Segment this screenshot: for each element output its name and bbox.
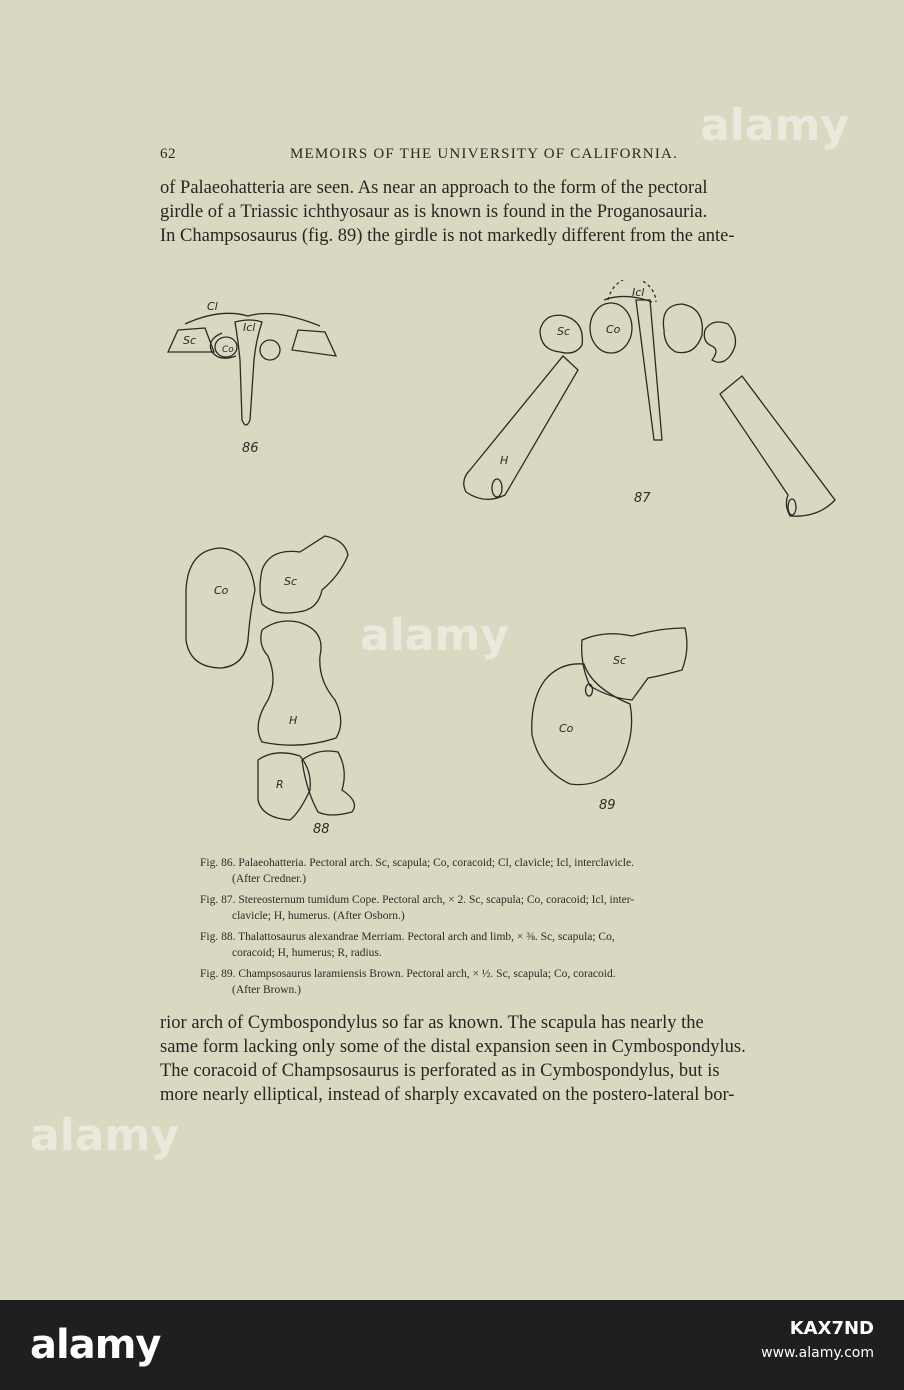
fig88-label-r: R xyxy=(276,778,284,791)
text-line: more nearly elliptical, instead of sharply excavated on the postero-lateral bor- xyxy=(160,1085,735,1105)
fig89-coracoid-foramen xyxy=(586,684,593,696)
caption-line: Fig. 86. Palaeohatteria. Pectoral arch. Sc, scapula; Co, coracoid; Cl, clavicle; Icl, interclavicle. xyxy=(200,857,634,869)
fig88-label-co: Co xyxy=(214,584,229,597)
fig87-humerus-right xyxy=(720,376,835,516)
text-line: girdle of a Triassic ichthyosaur as is known is found in the Proganosauria. xyxy=(160,202,708,222)
fig87-humerus-condyle-right xyxy=(788,499,796,515)
fig89-label-co: Co xyxy=(559,722,574,735)
caption-line: clavicle; H, humerus. (After Osborn.) xyxy=(232,910,405,922)
fig88-scapula xyxy=(260,536,348,613)
fig86-label-sc: Sc xyxy=(183,334,197,347)
figure-plate xyxy=(0,280,904,850)
figure-87 xyxy=(464,280,835,516)
watermark-text: alamy xyxy=(700,100,849,151)
fig87-interclavicle-top xyxy=(604,296,652,302)
running-title: MEMOIRS OF THE UNIVERSITY OF CALIFORNIA. xyxy=(290,146,679,162)
paragraph-top xyxy=(160,176,835,248)
fig86-coracoid-right xyxy=(260,340,280,360)
caption-fig86 xyxy=(200,855,830,887)
fig88-number: 88 xyxy=(313,822,330,837)
fig86-number: 86 xyxy=(242,441,259,456)
fig86-interclavicle xyxy=(235,320,262,425)
fig87-label-icl: Icl xyxy=(632,286,645,299)
caption-line: Fig. 89. Champsosaurus laramiensis Brown. Pectoral arch, × ½. Sc, scapula; Co, coracoid. xyxy=(200,968,616,980)
figure-88 xyxy=(186,536,354,820)
caption-fig89 xyxy=(200,966,830,998)
fig87-label-co: Co xyxy=(606,323,621,336)
site-url: www.alamy.com xyxy=(761,1345,874,1361)
fig87-humerus-left xyxy=(464,356,578,499)
image-id: KAX7ND xyxy=(789,1318,874,1339)
fig88-coracoid xyxy=(186,548,255,668)
fig87-scapula-right xyxy=(704,322,735,362)
caption-line: Fig. 88. Thalattosaurus alexandrae Merriam. Pectoral arch and limb, × ⅜. Sc, scapula; Co, xyxy=(200,931,615,943)
fig86-label-cl: Cl xyxy=(207,300,218,313)
fig88-label-h: H xyxy=(289,714,298,727)
fig87-label-h: H xyxy=(500,454,509,467)
text-line: The coracoid of Champsosaurus is perforated as in Cymbospondylus, but is xyxy=(160,1061,720,1081)
fig87-interclavicle xyxy=(636,300,662,440)
caption-line: coracoid; H, humerus; R, radius. xyxy=(232,947,382,959)
caption-line: (After Brown.) xyxy=(232,984,301,996)
fig87-coracoid-right xyxy=(663,304,702,353)
fig89-label-sc: Sc xyxy=(613,654,627,667)
fig89-coracoid xyxy=(532,664,632,785)
fig87-humerus-condyle xyxy=(492,479,502,497)
text-line: rior arch of Cymbospondylus so far as known. The scapula has nearly the xyxy=(160,1013,704,1033)
fig86-label-co: Co xyxy=(222,345,234,355)
fig86-scapula-right xyxy=(292,330,336,356)
caption-line: Fig. 87. Stereosternum tumidum Cope. Pectoral arch, × 2. Sc, scapula; Co, coracoid; Icl, inter- xyxy=(200,894,635,906)
page-number: 62 xyxy=(160,146,176,162)
watermark-text: alamy xyxy=(30,1110,179,1161)
fig89-scapula xyxy=(582,628,687,700)
figure-captions xyxy=(200,855,830,1003)
fig86-label-icl: Icl xyxy=(243,321,256,334)
fig88-humerus xyxy=(258,621,341,745)
text-line: of Palaeohatteria are seen. As near an approach to the form of the pectoral xyxy=(160,178,708,198)
fig88-label-sc: Sc xyxy=(284,575,298,588)
watermark-text: alamy xyxy=(360,610,509,661)
caption-fig87 xyxy=(200,892,830,924)
fig87-number: 87 xyxy=(634,491,651,506)
fig89-number: 89 xyxy=(599,798,616,813)
figure-89 xyxy=(532,628,687,785)
text-line: In Champsosaurus (fig. 89) the girdle is not markedly different from the ante- xyxy=(160,226,735,246)
brand-logo: alamy xyxy=(30,1322,161,1368)
paragraph-bottom xyxy=(160,1011,835,1107)
caption-fig88 xyxy=(200,929,830,961)
caption-line: (After Credner.) xyxy=(232,873,307,885)
fig87-label-sc: Sc xyxy=(557,325,571,338)
text-line: same form lacking only some of the distal expansion seen in Cymbospondylus. xyxy=(160,1037,746,1057)
badge-info xyxy=(614,1318,874,1361)
